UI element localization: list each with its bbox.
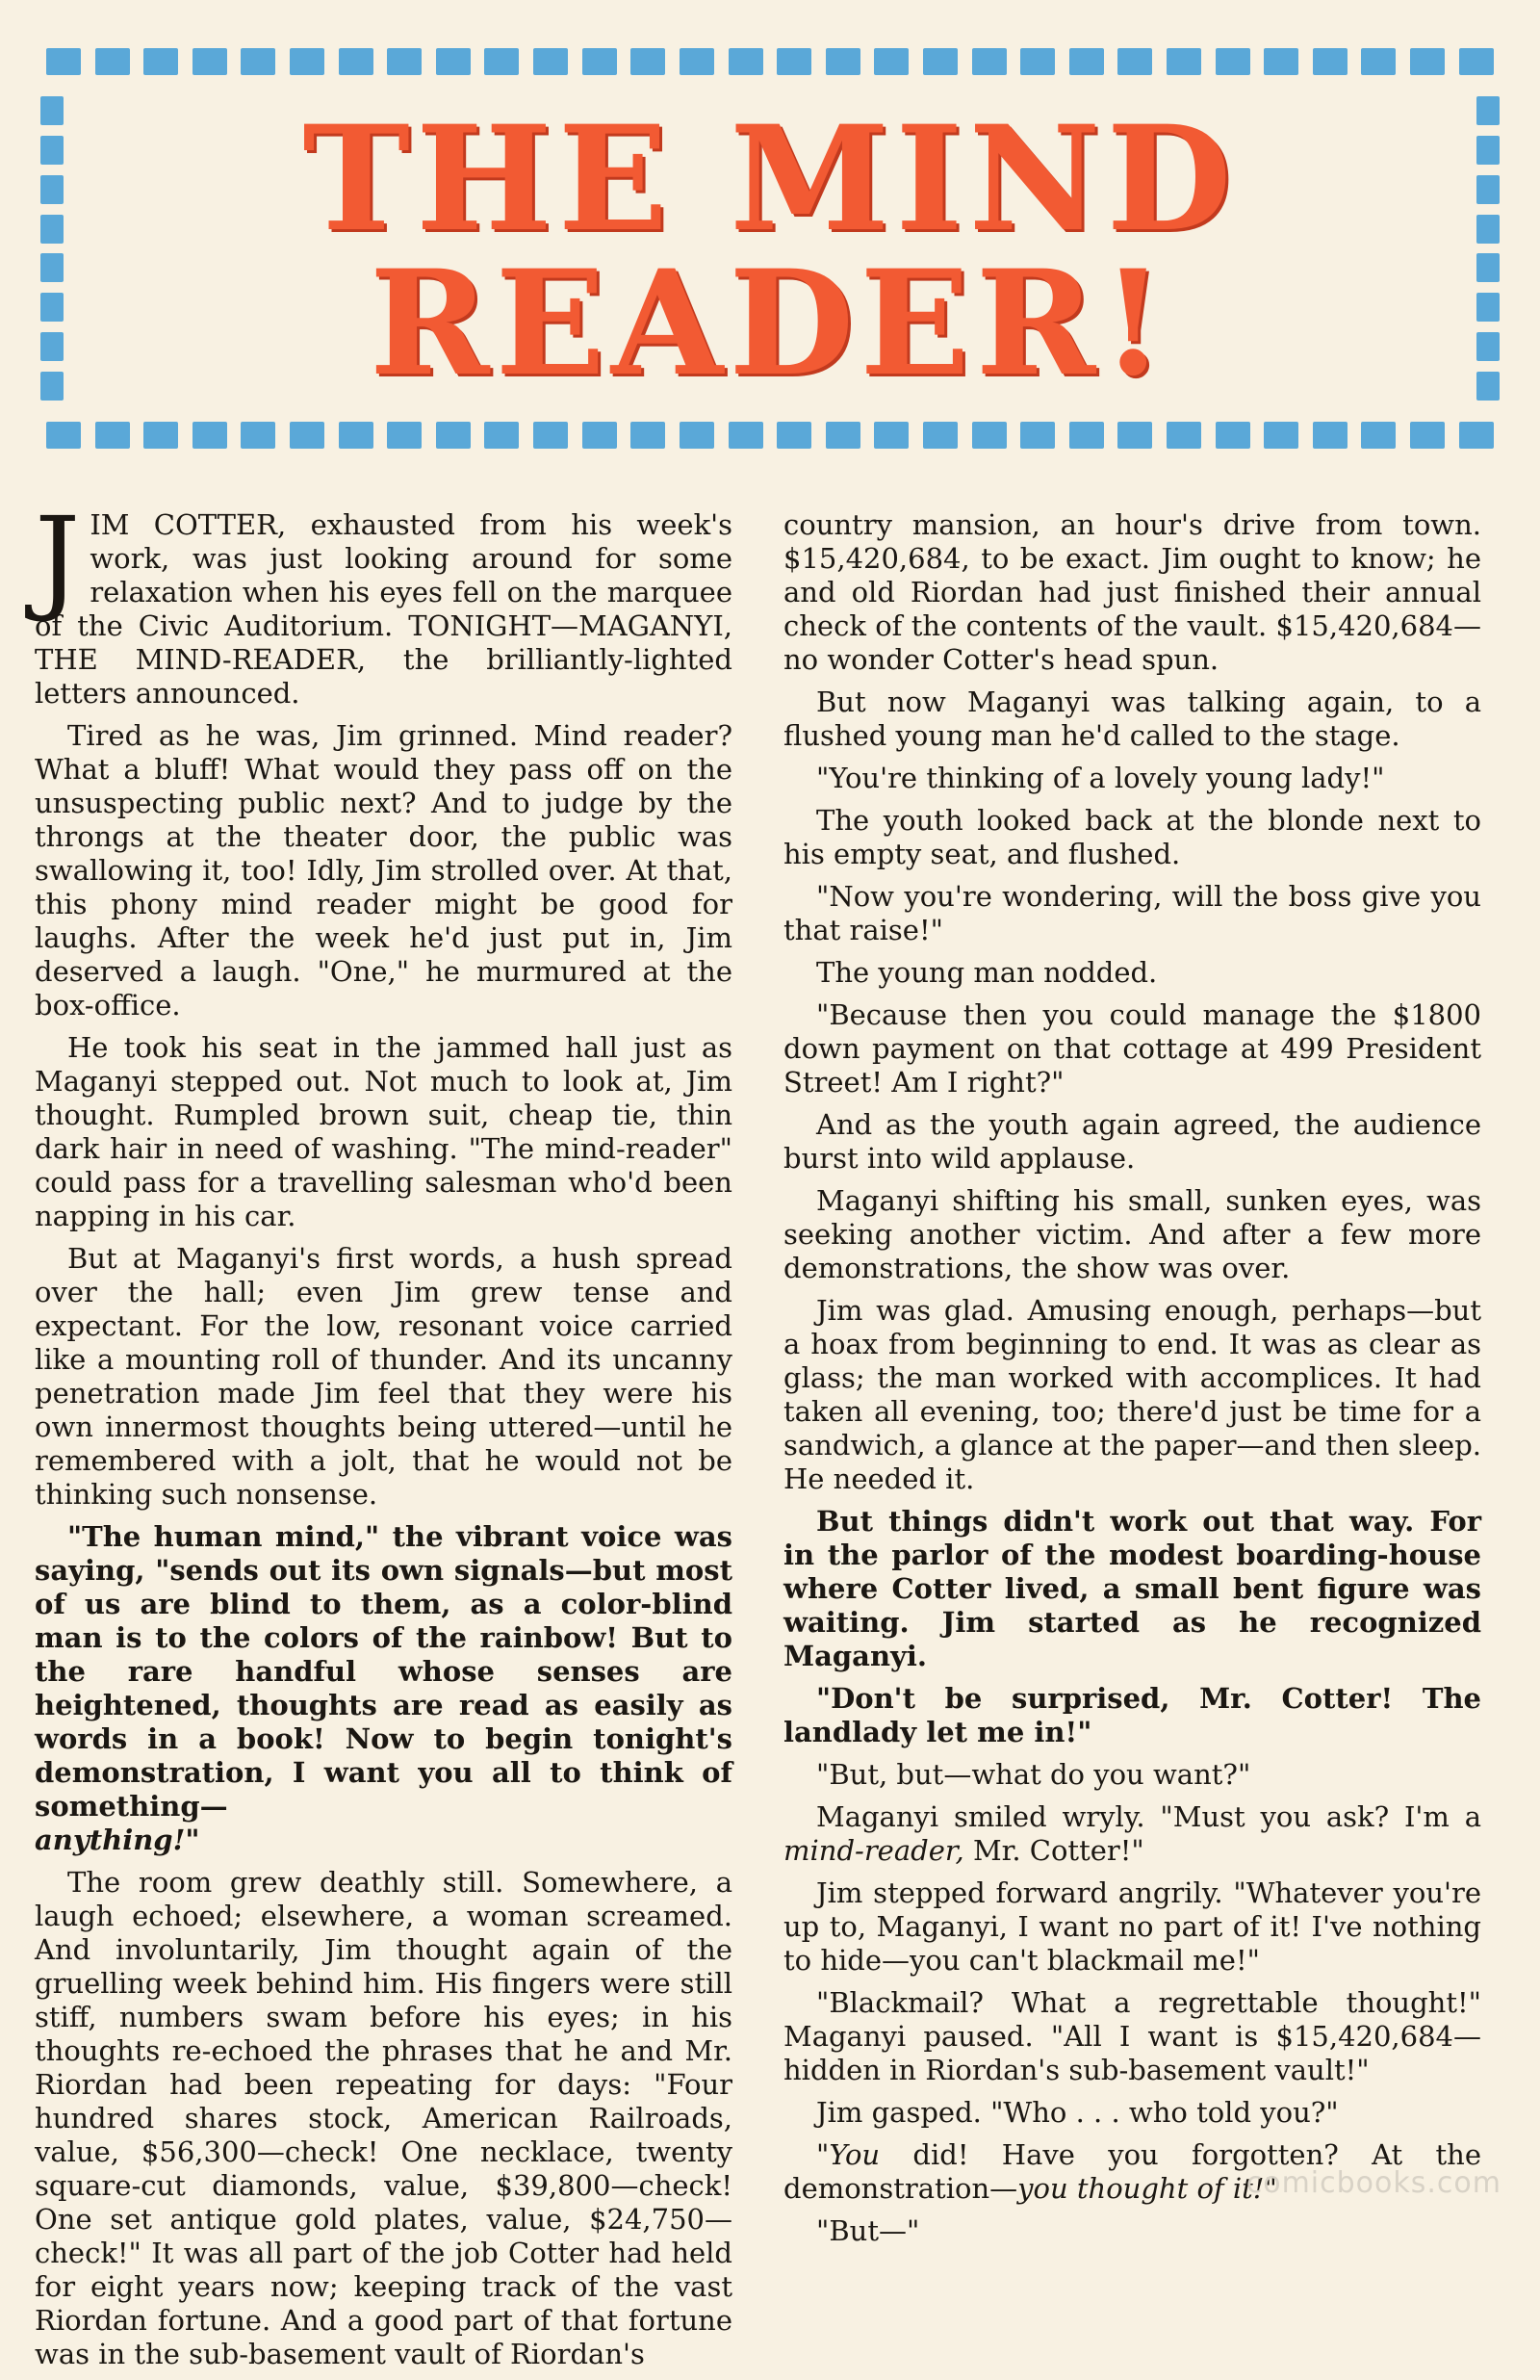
paragraph: Tired as he was, Jim grinned. Mind reader? What a bluff! What would they pass off on the unsuspecting public next? And to judge by the throngs at the theater door, the public was swallowing it, too! Idly, Jim strolled over. At that, this phony mind reader might be good for laughs. After the week he'd just put in, Jim deserved a laugh. "One," he murmured at the box-office. [35, 719, 732, 1022]
story-title [29, 94, 1511, 408]
title-border-bottom [46, 422, 1494, 449]
title-line-2: READER! [369, 239, 1171, 408]
paragraph: "Because then you could manage the $1800 down payment on that cottage at 499 President Street! Am I right?" [783, 998, 1481, 1099]
paragraph: And as the youth again agreed, the audience burst into wild applause. [783, 1108, 1481, 1175]
paragraph: "Now you're wondering, will the boss give you that raise!" [783, 880, 1481, 946]
paragraph: "But, but—what do you want?" [816, 1758, 1251, 1791]
paragraph: "You're thinking of a lovely young lady!" [816, 762, 1385, 794]
left-column [35, 492, 732, 2380]
site-watermark: comicbooks.com [1245, 2166, 1502, 2200]
paragraph: "Don't be surprised, Mr. Cotter! The landlady let me in!" [783, 1682, 1481, 1748]
title-border-top [46, 48, 1494, 75]
paragraph: But things didn't work out that way. For in the parlor of the modest boarding-house where Cotter lived, a small bent figure was waiting. Jim started as he recognized Maganyi. [783, 1505, 1481, 1672]
paragraph: The young man nodded. [816, 956, 1158, 989]
paragraph: country mansion, an hour's drive from town. $15,420,684, to be exact. Jim ought to know; he and old Riordan had just finished their annual check of the contents of the vault. $15,420,684—no wonder Cotter's head spun. [783, 508, 1481, 676]
title-line-1: THE MIND [302, 94, 1238, 264]
paragraph: The room grew deathly still. Somewhere, a laugh echoed; elsewhere, a woman screamed. And involuntarily, Jim thought again of the gruelling week behind him. His fingers were still stiff, numbers swam before his eyes; in his thoughts re-echoed the phrases that he and Mr. Riordan had been repeating for days: "Four hundred shares stock, American Railroads, value, $56,300—check! One necklace, twenty square-cut diamonds, value, $39,800—check! One set antique gold plates, value, $24,750—check!" It was all part of the job Cotter had held for eight years now; keeping track of the vast Riordan fortune. And a good part of that fortune was in the sub-basement vault of Riordan's [35, 1866, 732, 2370]
title-box [29, 35, 1511, 449]
paragraph: "Blackmail? What a regrettable thought!" Maganyi paused. "All I want is $15,420,684—hidden in Riordan's sub-basement vault!" [783, 1986, 1481, 2086]
paragraph: Jim was glad. Amusing enough, perhaps—but a hoax from beginning to end. It was as clear as glass; the man worked with accomplices. It had taken all evening, too; there'd just be time for a sandwich, a glance at the paper—and then sleep. He needed it. [783, 1294, 1481, 1495]
paragraph: He took his seat in the jammed hall just as Maganyi stepped out. Not much to look at, Jim thought. Rumpled brown suit, cheap tie, thin dark hair in need of washing. "The mind-reader" could pass for a travelling salesman who'd been napping in his car. [35, 1031, 732, 1232]
right-column [783, 508, 1481, 2257]
paragraph: Maganyi shifting his small, sunken eyes, was seeking another victim. And after a few more demonstrations, the show was over. [783, 1184, 1481, 1284]
paragraph: The youth looked back at the blonde next to his empty seat, and flushed. [783, 804, 1481, 870]
paragraph: Jim gasped. "Who . . . who told you?" [816, 2096, 1339, 2129]
paragraph: But at Maganyi's first words, a hush spread over the hall; even Jim grew tense and expectant. For the low, resonant voice carried like a mounting roll of thunder. And its uncanny penetration made Jim feel that they were his own innermost thoughts being uttered—until he remembered with a jolt, that he would not be thinking such nonsense. [35, 1242, 732, 1511]
paragraph: Maganyi smiled wryly. "Must you ask? I'm a mind-reader, Mr. Cotter!" [783, 1800, 1481, 1867]
paragraph: JIM COTTER, exhausted from his week's work, was just looking around for some relaxation when his eyes fell on the marquee of the Civic Auditorium. TONIGHT—MAGANYI, THE MIND-READER, the brilliantly-lighted letters announced. [35, 492, 732, 710]
paragraph: "You did! Have you forgotten? At the demonstration—you thought of it!" [783, 2138, 1481, 2205]
paragraph: "But—" [816, 2214, 920, 2247]
drop-cap: J [35, 492, 81, 625]
paragraph: But now Maganyi was talking again, to a flushed young man he'd called to the stage. [783, 686, 1481, 752]
paragraph: Jim stepped forward angrily. "Whatever you're up to, Maganyi, I want no part of it! I've nothing to hide—you can't blackmail me!" [783, 1876, 1481, 1977]
paragraph: "The human mind," the vibrant voice was saying, "sends out its own signals—but most of us are blind to them, as a color-blind man is to the colors of the rainbow! But to the rare handful whose senses are heightened, thoughts are read as easily as words in a book! Now to begin tonight's demonstration, I want you all to think of something— anything!" [35, 1520, 732, 1856]
